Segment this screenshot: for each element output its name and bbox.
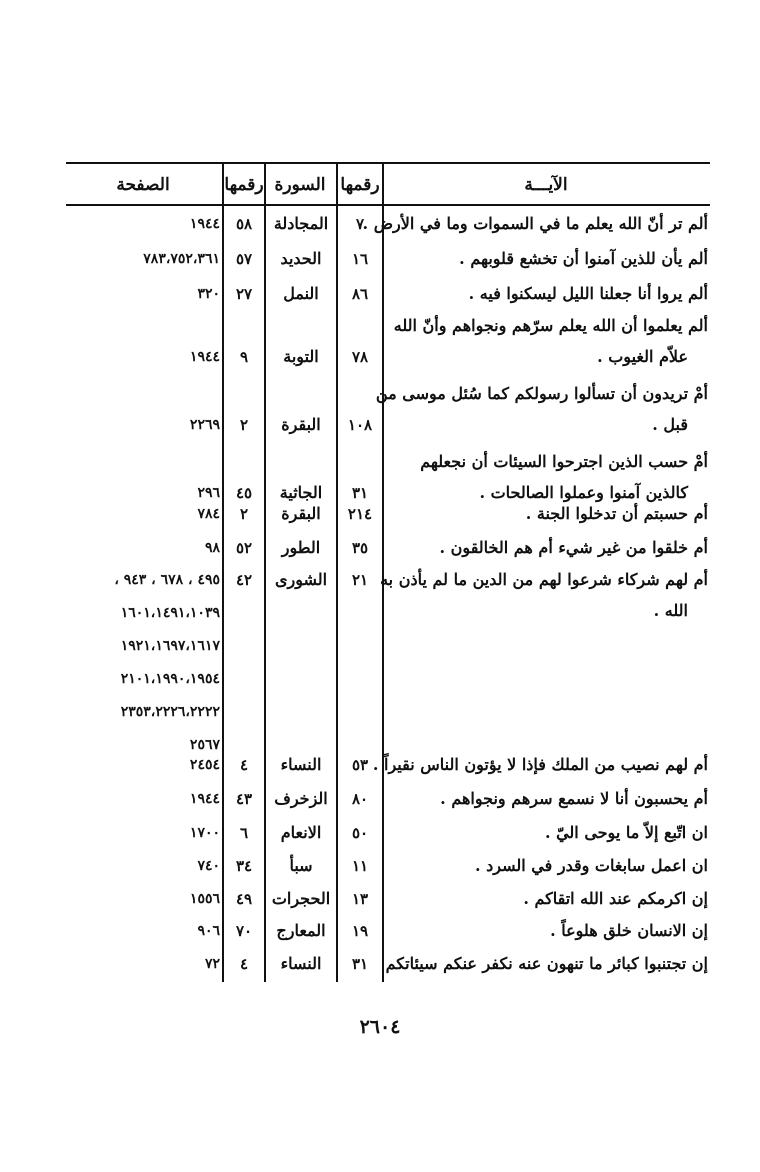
verse-text: ألم يعلموا أن الله يعلم سرّهم ونجواهم وأنّ الله <box>393 316 708 335</box>
header-sura: السورة <box>274 175 326 195</box>
page-references: ٢٤٥٤ <box>189 757 220 773</box>
sura-name: الحديد <box>280 249 322 268</box>
page-references: ١٩٤٤ <box>189 216 220 232</box>
sura-number: ٤ <box>239 955 249 973</box>
verse-text: أمْ حسب الذين اجترحوا السيئات أن نجعلهم <box>420 452 708 471</box>
sura-name: النمل <box>283 284 319 303</box>
page-references: ٧٨٣،٧٥٢،٣٦١ <box>143 251 220 267</box>
page-references: ١٩٢١،١٦٩٧،١٦١٧ <box>120 638 220 654</box>
table-top-rule <box>66 162 710 164</box>
sura-name: النساء <box>280 755 322 774</box>
page-number: ٢٦٠٤ <box>359 1016 401 1038</box>
verse-text: قبل . <box>652 415 688 434</box>
verse-number: ٣١ <box>351 484 369 502</box>
sura-name: البقرة <box>281 415 321 434</box>
verse-number: ١٣ <box>351 890 369 908</box>
header-verse-number: رقمها <box>340 175 380 195</box>
sura-number: ٥٢ <box>235 539 253 557</box>
verse-number: ٣١ <box>351 955 369 973</box>
verse-text: أم لهم نصيب من الملك فإذا لا يؤتون الناس نقيراً . <box>372 755 708 774</box>
verse-text: ألم تر أنّ الله يعلم ما في السموات وما في الأرض . <box>362 214 708 233</box>
sura-number: ٥٧ <box>235 250 253 268</box>
sura-name: الشورى <box>274 570 328 589</box>
page-references: ٢٢٦٩ <box>189 417 220 433</box>
page-references: ٩٨ <box>204 540 220 556</box>
verse-number: ٧ <box>355 215 365 233</box>
verse-text: ألم يروا أنا جعلنا الليل ليسكنوا فيه . <box>468 284 708 303</box>
verse-number: ٨٠ <box>351 790 369 808</box>
verse-number: ١٩ <box>351 922 369 940</box>
page-references: ٩٠٦ <box>197 923 220 939</box>
page-references: ٢٣٥٣،٢٢٢٦،٢٢٢٢ <box>120 704 220 720</box>
verse-text: ألم يأن للذين آمنوا أن تخشع قلوبهم . <box>459 249 708 268</box>
verse-text: كالذين آمنوا وعملوا الصالحات . <box>479 483 688 502</box>
verse-text: ان اعمل سابغات وقدر في السرد . <box>475 856 708 875</box>
sura-name: الزخرف <box>274 789 328 808</box>
verse-text: إن الانسان خلق هلوعاً . <box>550 921 708 940</box>
verse-text: إن تجتنبوا كبائر ما تنهون عنه نكفر عنكم سيئاتكم <box>385 954 708 973</box>
page-references: ٢٩٦ <box>197 485 220 501</box>
page-references: ١٧٠٠ <box>189 825 220 841</box>
verse-number: ٢١٤ <box>347 505 373 523</box>
header-sura-number: رقمها <box>224 175 264 195</box>
sura-name: التوبة <box>283 347 319 366</box>
page-references: ١٩٤٤ <box>189 349 220 365</box>
sura-number: ٢ <box>239 505 249 523</box>
verse-text: ان اتّبع إلاّ ما يوحى اليّ . <box>544 823 708 842</box>
verse-text: علاّم الغيوب . <box>597 347 688 366</box>
sura-number: ٤٢ <box>235 571 253 589</box>
sura-name: البقرة <box>281 504 321 523</box>
sura-number: ٢٧ <box>235 285 253 303</box>
page-references: ١٥٥٦ <box>189 891 220 907</box>
sura-number: ٦ <box>239 824 249 842</box>
sura-number: ٩ <box>239 348 249 366</box>
verse-text: أم خلقوا من غير شيء أم هم الخالقون . <box>439 538 708 557</box>
sura-number: ٤٩ <box>235 890 253 908</box>
page-references: ٤٩٥ ، ٦٧٨ ، ٩٤٣ ، <box>114 572 220 588</box>
verse-number: ٥٠ <box>351 824 369 842</box>
sura-number: ٤٥ <box>235 484 253 502</box>
verse-number: ٣٥ <box>351 539 369 557</box>
page-references: ٢١٠١،١٩٩٠،١٩٥٤ <box>120 671 220 687</box>
verse-number: ٧٨ <box>351 348 369 366</box>
verse-text: أمْ تريدون أن تسألوا رسولكم كما سُئل موسى من <box>375 384 708 403</box>
verse-number: ١٦ <box>351 250 369 268</box>
verse-number: ٥٣ <box>351 756 369 774</box>
verse-number: ٢١ <box>351 571 369 589</box>
sura-name: الجاثية <box>279 483 323 502</box>
sura-number: ٣٤ <box>235 857 253 875</box>
verse-text: الله . <box>653 601 688 620</box>
verse-number: ٨٦ <box>351 285 369 303</box>
page-references: ٧٤٠ <box>197 858 220 874</box>
header-page: الصفحة <box>116 175 170 195</box>
sura-name: الانعام <box>280 823 322 842</box>
verse-text: أم لهم شركاء شرعوا لهم من الدين ما لم يأذن به <box>380 570 708 589</box>
page-references: ٧٨٤ <box>197 506 220 522</box>
sura-name: سبأ <box>289 856 313 875</box>
sura-name: المعارج <box>276 921 326 940</box>
page-references: ٣٢٠ <box>197 286 220 302</box>
page-references: ١٦٠١،١٤٩١،١٠٣٩ <box>120 605 220 621</box>
sura-number: ٧٠ <box>235 922 253 940</box>
verse-text: إن اكرمكم عند الله اتقاكم . <box>523 889 708 908</box>
verse-number: ١٠٨ <box>347 416 373 434</box>
verse-number: ١١ <box>351 857 369 875</box>
page-references: ٢٥٦٧ <box>189 737 220 753</box>
header-bottom-rule <box>66 204 710 206</box>
page-references: ١٩٤٤ <box>189 791 220 807</box>
sura-name: الطور <box>281 538 321 557</box>
sura-name: النساء <box>280 954 322 973</box>
header-verse: الآيـــة <box>524 175 568 195</box>
verse-text: أم يحسبون أنا لا نسمع سرهم ونجواهم . <box>440 789 708 808</box>
sura-number: ٤ <box>239 756 249 774</box>
sura-name: الحجرات <box>271 889 331 908</box>
sura-number: ٤٣ <box>235 790 253 808</box>
sura-number: ٢ <box>239 416 249 434</box>
page-references: ٧٢ <box>204 956 220 972</box>
sura-number: ٥٨ <box>235 215 253 233</box>
sura-name: المجادلة <box>273 214 329 233</box>
verse-text: أم حسبتم أن تدخلوا الجنة . <box>525 504 708 523</box>
